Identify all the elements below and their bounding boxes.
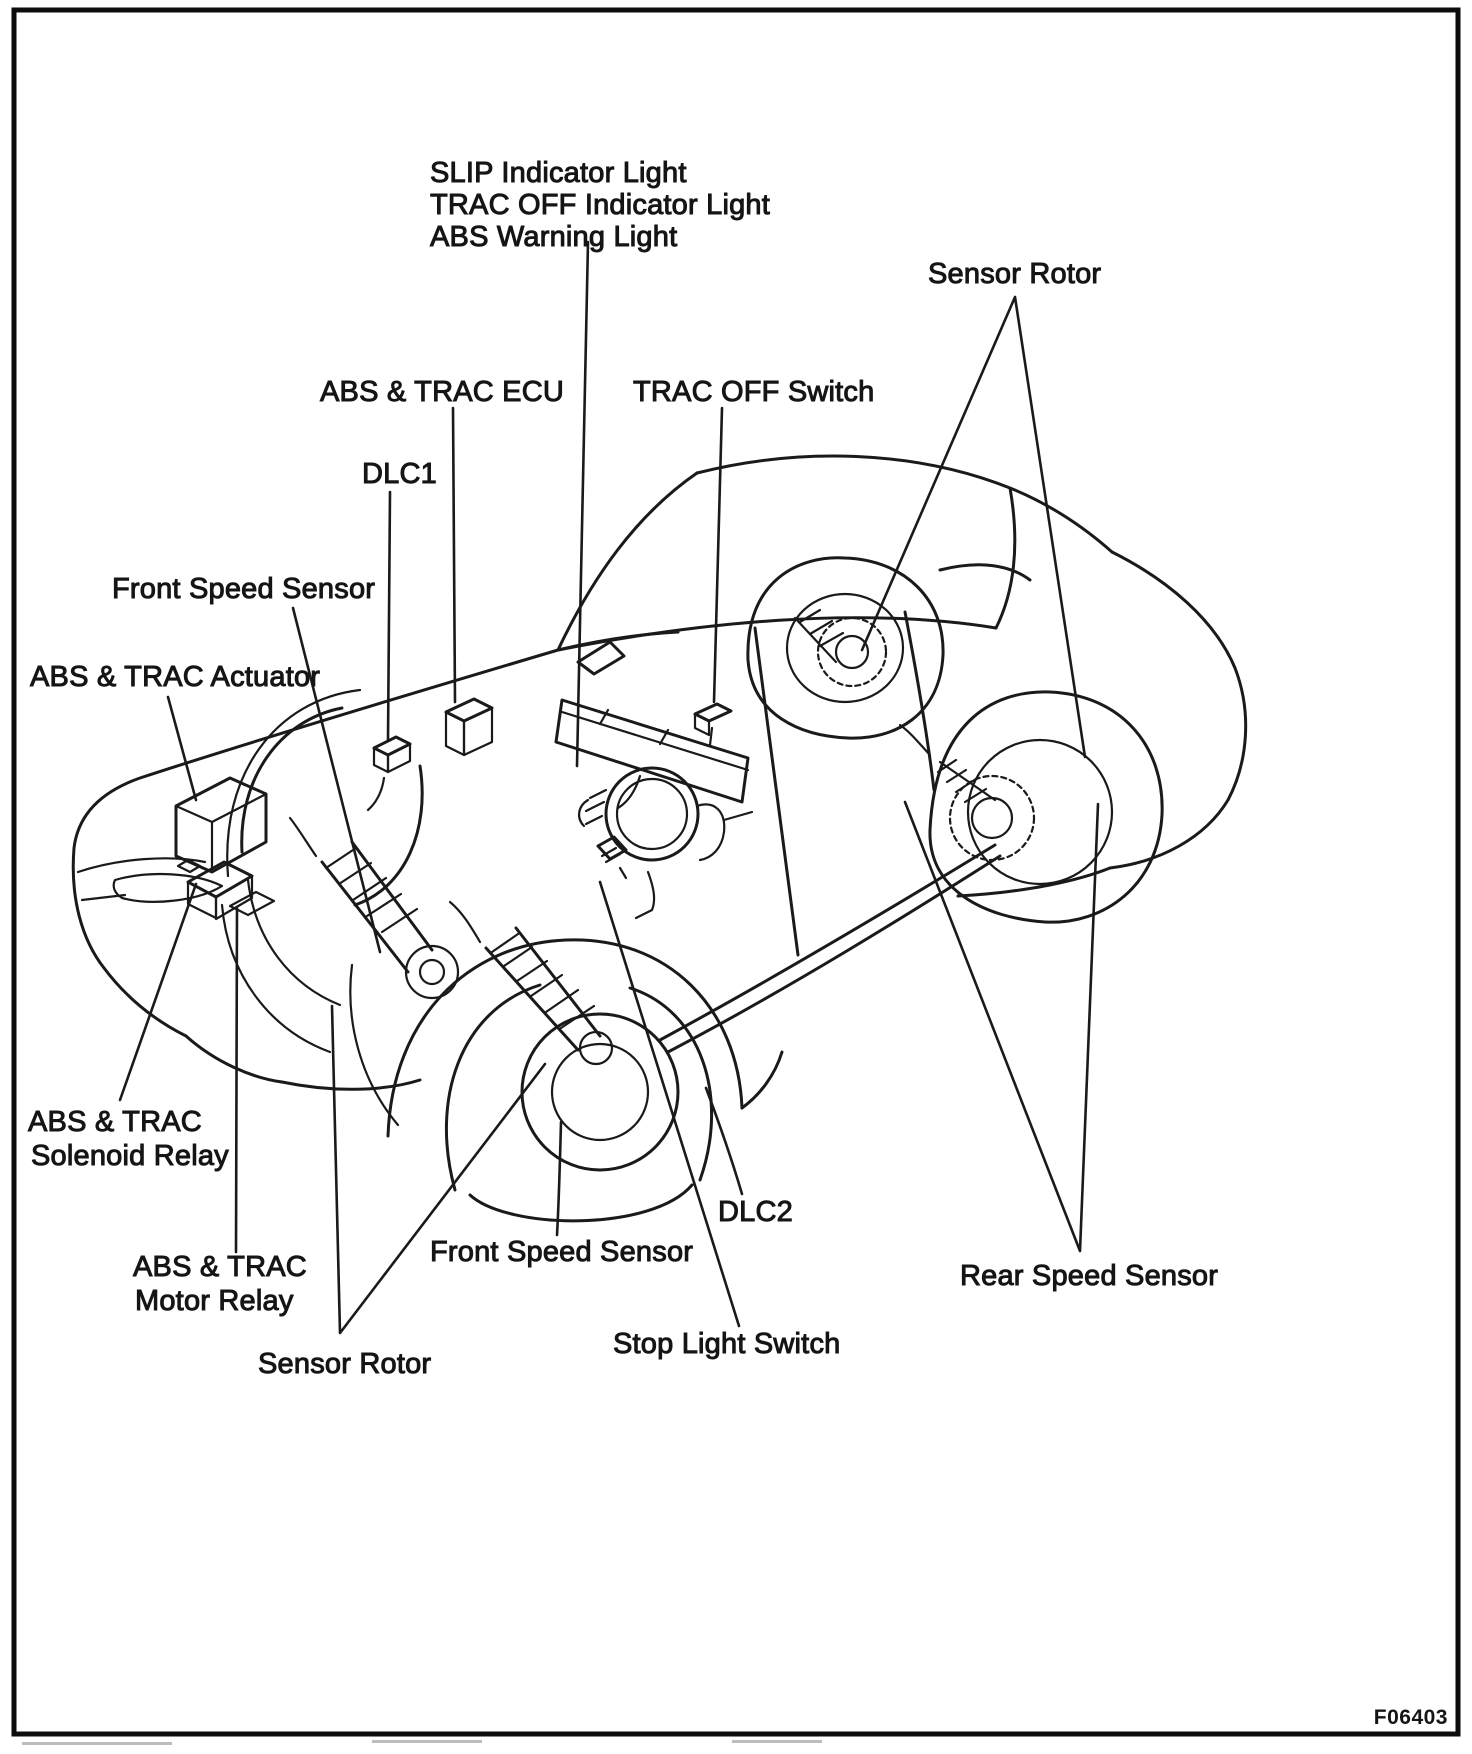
label-dlc2: DLC2: [718, 1196, 793, 1228]
labels: [28, 157, 1448, 1729]
dlc1-part: [368, 737, 410, 810]
leader-solenoid-relay: [120, 884, 196, 1100]
label-trac-off-indicator-light: TRAC OFF Indicator Light: [430, 189, 771, 221]
leader-indicator-lights: [577, 242, 588, 766]
leader-sensor-rotor-bottom: [332, 1006, 545, 1333]
label-abs-trac-actuator: ABS & TRAC Actuator: [30, 661, 321, 693]
trac-off-switch-part: [695, 704, 731, 745]
car-illustration: [73, 456, 1245, 1221]
leader-abs-trac-ecu: [453, 408, 455, 702]
leader-sensor-rotor-top: [862, 297, 1085, 757]
rear-wheel-far: [748, 558, 943, 738]
front-sensor-rotor-near: [450, 902, 612, 1064]
label-motor-relay-line1: ABS & TRAC: [133, 1251, 307, 1283]
scan-artifact: [22, 1742, 172, 1745]
brake-booster-part: [579, 768, 752, 860]
front-sensor-rotor-far: [290, 818, 458, 998]
label-rear-speed-sensor: Rear Speed Sensor: [960, 1260, 1219, 1292]
label-trac-off-switch: TRAC OFF Switch: [633, 376, 875, 408]
leader-rear-speed-sensor: [905, 802, 1098, 1251]
label-stop-light-switch: Stop Light Switch: [613, 1328, 841, 1360]
label-solenoid-relay-line1: ABS & TRAC: [28, 1106, 202, 1138]
leader-dlc1: [388, 492, 390, 740]
scan-artifact: [732, 1740, 822, 1743]
leader-abs-trac-actuator: [168, 697, 196, 800]
label-front-speed-sensor-bottom: Front Speed Sensor: [430, 1236, 694, 1268]
scan-artifact: [372, 1740, 482, 1743]
label-slip-indicator-light: SLIP Indicator Light: [430, 157, 687, 189]
leader-trac-off-switch: [714, 408, 722, 702]
label-sensor-rotor-bottom: Sensor Rotor: [258, 1348, 432, 1380]
car-body-outline: [73, 456, 1245, 1108]
leader-front-speed-sensor-bottom: [557, 1122, 561, 1235]
leader-motor-relay: [236, 908, 237, 1252]
label-dlc1: DLC1: [362, 458, 437, 490]
abs-trac-ecu-part: [446, 699, 492, 755]
label-solenoid-relay-line2: Solenoid Relay: [31, 1140, 229, 1172]
leader-front-speed-sensor-top: [293, 608, 380, 952]
label-motor-relay-line2: Motor Relay: [135, 1285, 294, 1317]
figure-border: [14, 10, 1458, 1734]
leader-dlc2: [706, 1088, 742, 1194]
label-abs-warning-light: ABS Warning Light: [430, 221, 678, 253]
label-sensor-rotor-top: Sensor Rotor: [928, 258, 1102, 290]
abs-trac-actuator-part: [176, 778, 266, 872]
label-abs-trac-ecu: ABS & TRAC ECU: [320, 376, 564, 408]
label-front-speed-sensor-top: Front Speed Sensor: [112, 573, 376, 605]
front-wheel-near: [222, 880, 742, 1221]
figure-code: F06403: [1373, 1706, 1448, 1729]
relay-box-parts: [188, 862, 274, 919]
rear-sensor-rotor-near: [900, 725, 995, 802]
